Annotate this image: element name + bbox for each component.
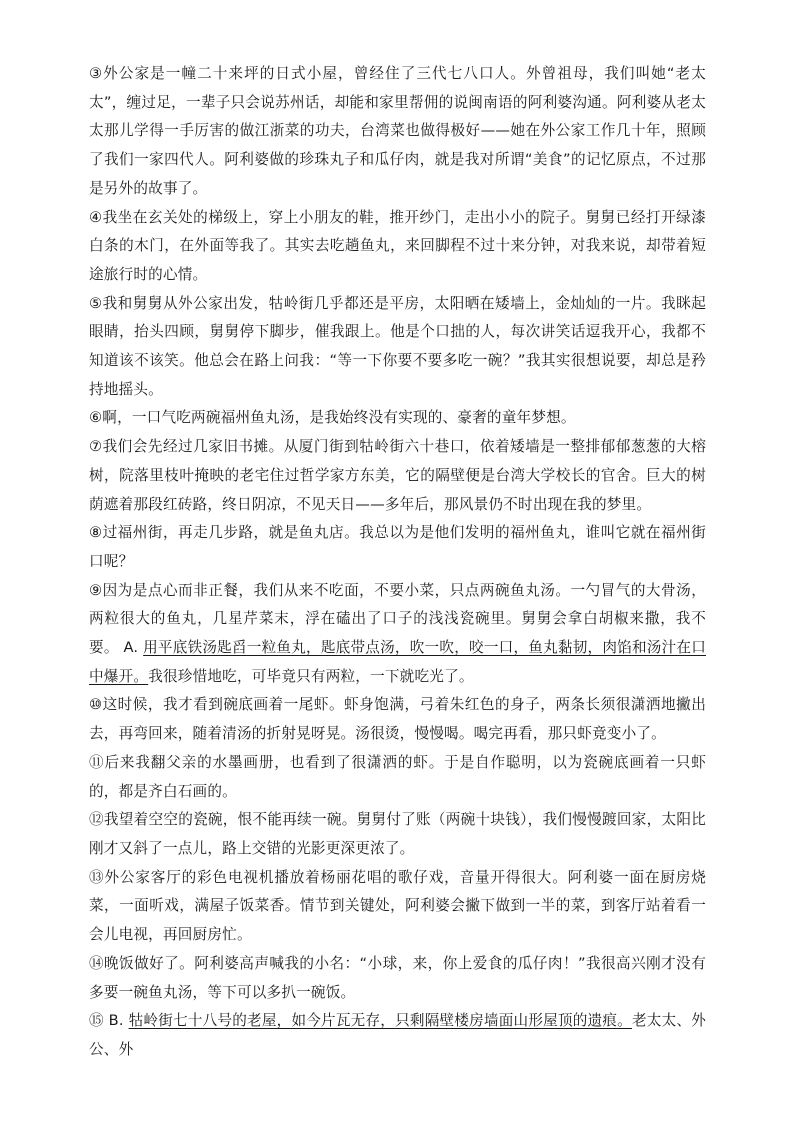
paragraph-4: [89, 204, 706, 290]
paragraph-text: 外公家是一幢二十来坪的日式小屋，曾经住了三代七八口人。外曾祖母，我们叫她“老太太”，缠过足，一辈子只会说苏州话，却能和家里帮佣的说闽南语的阿利婆沟通。阿利婆从老太太那儿学得一手厉害的做江浙菜的功夫，台湾菜也做得极好——她在外公家工作几十年，照顾了我们一家四代人。阿利婆做的珍珠丸子和瓜仔肉，就是我对所谓“美食”的记忆原点，不过那是另外的故事了。: [89, 65, 706, 197]
paragraph-number: ③: [89, 65, 104, 82]
paragraph-text: 过福州街，再走几步路，就是鱼丸店。我总以为是他们发明的福州鱼丸，谁叫它就在福州街口呢？: [89, 524, 706, 570]
paragraph-number: ⑩: [89, 696, 103, 714]
paragraph-5: [89, 290, 706, 405]
underlined-sentence-b: 牯岭街七十八号的老屋，如今片瓦无存，只剩隔壁楼房墙面山形屋顶的遗痕。: [128, 1012, 632, 1030]
paragraph-text-after: 老太太、外公、外: [89, 1012, 707, 1058]
paragraph-3: [89, 60, 706, 204]
paragraph-text: 这时候，我才看到碗底画着一尾虾。虾身饱满，弓着朱红色的身子，两条长须很潇洒地撇出去，再弯回来，随着清汤的折射晃呀晃。汤很烫，慢慢喝。喝完再看，那只虾竟变小了。: [89, 696, 706, 743]
underlined-sentence-a: 用平底铁汤匙舀一粒鱼丸，匙底带点汤，吹一吹，咬一口，鱼丸黏韧，肉馅和汤汁在口中爆开。: [89, 639, 706, 685]
paragraph-number: ⑪: [89, 753, 105, 771]
paragraph-number: ⑦: [89, 438, 103, 456]
paragraph-text: 晚饭做好了。阿利婆高声喊我的小名：“小球，来，你上爱食的瓜仔肉！”我很高兴刚才没有多要一碗鱼丸汤，等下可以多扒一碗饭。: [89, 954, 706, 1001]
paragraph-9: [89, 577, 706, 692]
paragraph-13: [89, 864, 706, 950]
paragraph-10: [89, 691, 706, 748]
paragraph-12: [89, 806, 706, 863]
paragraph-text: 外公家客厅的彩色电视机播放着杨丽花唱的歌仔戏，音量开得很大。阿利婆一面在厨房烧菜，一面听戏，满屋子饭菜香。情节到关键处，阿利婆会撇下做到一半的菜，到客厅站着看一会儿电视，再回厨房忙。: [89, 868, 707, 944]
paragraph-number: ⑨: [89, 581, 103, 599]
paragraph-number: ⑫: [89, 811, 104, 829]
paragraph-text: 我们会先经过几家旧书摊。从厦门街到牯岭街六十巷口，依着矮墙是一整排郁郁葱葱的大榕树，院落里枝叶掩映的老宅住过哲学家方东美，它的隔壁便是台湾大学校长的官舍。巨大的树荫遮着那段红砖路，终日阴凉，不见天日——多年后，那风景仍不时出现在我的梦里。: [89, 438, 706, 513]
paragraph-number: ⑮: [89, 1012, 104, 1030]
paragraph-text: 我和舅舅从外公家出发，牯岭街几乎都还是平房，太阳晒在矮墙上，金灿灿的一片。我眯起眼睛，抬头四顾，舅舅停下脚步，催我跟上。他是个口拙的人，每次讲笑话逗我开心，我都不知道该不该笑。他总会在路上问我：“等一下你要不要多吃一碗？”我其实很想说要，却总是矜持地摇头。: [89, 294, 706, 398]
paragraph-number: ⑤: [89, 294, 103, 312]
paragraph-text: 我望着空空的瓷碗，恨不能再续一碗。舅舅付了账（两碗十块钱），我们慢慢踱回家，太阳比刚才又斜了一点儿，路上交错的光影更深更浓了。: [89, 811, 707, 857]
paragraph-text: 啊，一口气吃两碗福州鱼丸汤，是我始终没有实现的、豪奢的童年梦想。: [102, 409, 576, 427]
paragraph-text-after: 我很珍惜地吃，可毕竟只有两粒，一下就吃光了。: [148, 667, 474, 685]
paragraph-text: B.: [103, 1012, 129, 1030]
paragraph-14: [89, 950, 706, 1007]
paragraph-number: ⑭: [89, 954, 105, 972]
paragraph-text: 后来我翻父亲的水墨画册，也看到了很潇洒的虾。于是自作聪明，以为瓷碗底画着一只虾的，都是齐白石画的。: [89, 753, 707, 800]
paragraph-text: 因为是点心而非正餐，我们从来不吃面，不要小菜，只点两碗鱼丸汤。一勺冒气的大骨汤，两粒很大的鱼丸，几星芹菜末，浮在磕出了口子的浅浅瓷碗里。舅舅会拿白胡椒来撒，我不要。 A.: [89, 581, 706, 657]
paragraph-text: 我坐在玄关处的梯级上，穿上小朋友的鞋，推开纱门，走出小小的院子。舅舅已经打开绿漆白条的木门，在外面等我了。其实去吃趟鱼丸，来回脚程不过十来分钟，对我来说，却带着短途旅行时的心情。: [89, 208, 706, 283]
paragraph-number: ⑥: [89, 409, 103, 427]
paragraph-15: [89, 1007, 706, 1064]
paragraph-number: ⑬: [89, 868, 105, 886]
paragraph-8: [89, 519, 706, 576]
paragraph-7: [89, 433, 706, 519]
paragraph-11: [89, 749, 706, 806]
paragraph-number: ④: [89, 208, 103, 226]
paragraph-6: [89, 404, 706, 433]
paragraph-number: ⑧: [89, 524, 103, 542]
